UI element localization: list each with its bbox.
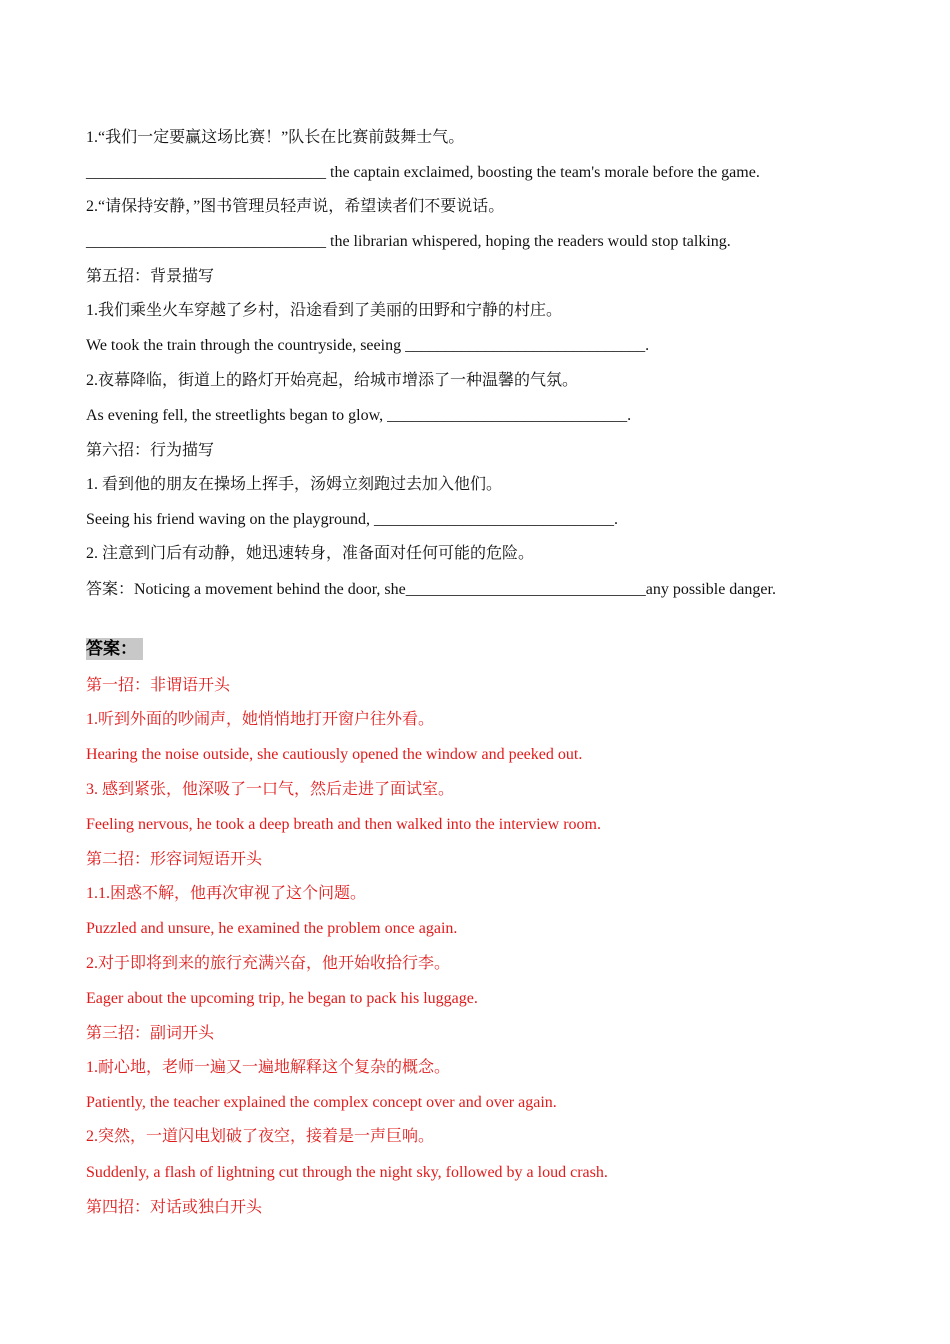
exercise-blank-line: ______________________________ the captain exclaimed, boosting the team's morale before the game. <box>86 164 760 181</box>
exercise-chinese-line: 1.“我们一定要赢这场比赛！”队长在比赛前鼓舞士气。 <box>86 129 465 146</box>
answer-section-heading: 第一招：非谓语开头 <box>86 677 231 694</box>
exercise-blank-line: We took the train through the countryside, seeing ______________________________. <box>86 337 650 354</box>
answer-chinese-line: 2.对于即将到来的旅行充满兴奋，他开始收拾行李。 <box>86 955 451 972</box>
exercise-chinese-line: 2.“请保持安静，”图书管理员轻声说，希望读者们不要说话。 <box>86 198 505 215</box>
exercise-blank-line: 答案：Noticing a movement behind the door, she______________________________any possible danger. <box>86 581 776 598</box>
exercise-blank-line: ______________________________ the librarian whispered, hoping the readers would stop talking. <box>86 233 731 250</box>
answer-section-heading: 第二招：形容词短语开头 <box>86 851 263 868</box>
answer-english-line: Hearing the noise outside, she cautiously opened the window and peeked out. <box>86 746 583 763</box>
answer-english-line: Eager about the upcoming trip, he began to pack his luggage. <box>86 990 478 1007</box>
answer-chinese-line: 1.1.困惑不解，他再次审视了这个问题。 <box>86 885 367 902</box>
answer-english-line: Patiently, the teacher explained the complex concept over and over again. <box>86 1094 557 1111</box>
answer-chinese-line: 1.耐心地，老师一遍又一遍地解释这个复杂的概念。 <box>86 1059 451 1076</box>
answer-section-heading: 第三招：副词开头 <box>86 1025 215 1042</box>
answer-english-line: Puzzled and unsure, he examined the problem once again. <box>86 920 458 937</box>
answer-chinese-line: 1.听到外面的吵闹声，她悄悄地打开窗户往外看。 <box>86 711 435 728</box>
answer-section-heading: 第四招：对话或独白开头 <box>86 1199 263 1216</box>
answer-chinese-line: 3. 感到紧张，他深吸了一口气，然后走进了面试室。 <box>86 781 455 798</box>
section-heading: 第六招：行为描写 <box>86 442 215 459</box>
answer-english-line: Suddenly, a flash of lightning cut through the night sky, followed by a loud crash. <box>86 1164 608 1181</box>
exercise-chinese-line: 1. 看到他的朋友在操场上挥手，汤姆立刻跑过去加入他们。 <box>86 476 503 493</box>
exercise-blank-line: As evening fell, the streetlights began to glow, ______________________________. <box>86 407 632 424</box>
exercise-chinese-line: 1.我们乘坐火车穿越了乡村，沿途看到了美丽的田野和宁静的村庄。 <box>86 302 563 319</box>
section-heading: 第五招：背景描写 <box>86 268 215 285</box>
answer-chinese-line: 2.突然，一道闪电划破了夜空，接着是一声巨响。 <box>86 1128 435 1145</box>
exercise-blank-line: Seeing his friend waving on the playground, ______________________________. <box>86 511 618 528</box>
answers-heading: 答案： <box>86 638 143 660</box>
answer-english-line: Feeling nervous, he took a deep breath and then walked into the interview room. <box>86 816 601 833</box>
exercise-chinese-line: 2.夜幕降临，街道上的路灯开始亮起，给城市增添了一种温馨的气氛。 <box>86 372 579 389</box>
exercise-chinese-line: 2. 注意到门后有动静，她迅速转身，准备面对任何可能的危险。 <box>86 545 535 562</box>
